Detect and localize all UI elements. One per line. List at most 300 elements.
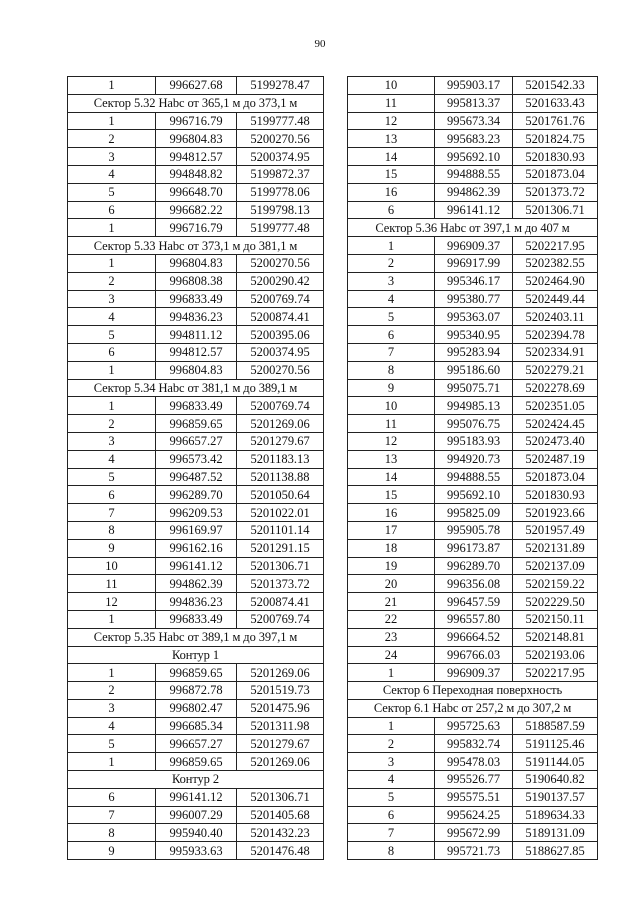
- point-number-cell: 2: [348, 735, 435, 753]
- x-coordinate-cell: 996007.29: [156, 806, 237, 824]
- x-coordinate-cell: 995692.10: [435, 486, 513, 504]
- y-coordinate-cell: 5202279.21: [513, 361, 598, 379]
- table-row: [68, 112, 324, 130]
- y-coordinate-cell: 5201873.04: [513, 165, 598, 183]
- table-row: [68, 272, 324, 290]
- y-coordinate-cell: 5202334.91: [513, 343, 598, 361]
- x-coordinate-cell: 995478.03: [435, 753, 513, 771]
- y-coordinate-cell: 5201761.76: [513, 112, 598, 130]
- table-row: [348, 450, 598, 468]
- y-coordinate-cell: 5200769.74: [237, 397, 324, 415]
- y-coordinate-cell: 5200290.42: [237, 272, 324, 290]
- point-number-cell: 4: [68, 165, 156, 183]
- y-coordinate-cell: 5202464.90: [513, 272, 598, 290]
- point-number-cell: 1: [68, 610, 156, 628]
- x-coordinate-cell: 996627.68: [156, 77, 237, 95]
- point-number-cell: 1: [348, 717, 435, 735]
- table-row: [348, 717, 598, 735]
- y-coordinate-cell: 5202424.45: [513, 415, 598, 433]
- table-row: [68, 468, 324, 486]
- y-coordinate-cell: 5188627.85: [513, 842, 598, 860]
- table-row: [348, 415, 598, 433]
- point-number-cell: 2: [68, 682, 156, 700]
- x-coordinate-cell: 996802.47: [156, 699, 237, 717]
- table-row: [68, 486, 324, 504]
- point-number-cell: 1: [68, 361, 156, 379]
- y-coordinate-cell: 5200270.56: [237, 361, 324, 379]
- point-number-cell: 5: [68, 183, 156, 201]
- x-coordinate-cell: 995672.99: [435, 824, 513, 842]
- x-coordinate-cell: 995725.63: [435, 717, 513, 735]
- x-coordinate-cell: 996808.38: [156, 272, 237, 290]
- point-number-cell: 5: [348, 788, 435, 806]
- y-coordinate-cell: 5201830.93: [513, 148, 598, 166]
- section-header: Контур 2: [68, 771, 324, 789]
- section-header: Сектор 5.36 Нabc от 397,1 м до 407 м: [348, 219, 598, 237]
- x-coordinate-cell: 994920.73: [435, 450, 513, 468]
- y-coordinate-cell: 5201291.15: [237, 539, 324, 557]
- y-coordinate-cell: 5188587.59: [513, 717, 598, 735]
- section-header: Сектор 5.33 Нabc от 373,1 м до 381,1 м: [68, 237, 324, 255]
- y-coordinate-cell: 5202351.05: [513, 397, 598, 415]
- table-row: [68, 450, 324, 468]
- point-number-cell: 7: [68, 806, 156, 824]
- y-coordinate-cell: 5202131.89: [513, 539, 598, 557]
- y-coordinate-cell: 5200270.56: [237, 130, 324, 148]
- y-coordinate-cell: 5189131.09: [513, 824, 598, 842]
- point-number-cell: 5: [68, 326, 156, 344]
- point-number-cell: 3: [348, 272, 435, 290]
- x-coordinate-cell: 995903.17: [435, 77, 513, 95]
- y-coordinate-cell: 5202148.81: [513, 628, 598, 646]
- y-coordinate-cell: 5200769.74: [237, 290, 324, 308]
- x-coordinate-cell: 994812.57: [156, 343, 237, 361]
- x-coordinate-cell: 995075.71: [435, 379, 513, 397]
- table-row: [68, 165, 324, 183]
- point-number-cell: 5: [68, 735, 156, 753]
- x-coordinate-cell: 995683.23: [435, 130, 513, 148]
- y-coordinate-cell: 5201269.06: [237, 415, 324, 433]
- point-number-cell: 2: [68, 415, 156, 433]
- x-coordinate-cell: 996716.79: [156, 112, 237, 130]
- point-number-cell: 11: [348, 415, 435, 433]
- point-number-cell: 4: [68, 717, 156, 735]
- y-coordinate-cell: 5201519.73: [237, 682, 324, 700]
- y-coordinate-cell: 5202394.78: [513, 326, 598, 344]
- x-coordinate-cell: 996859.65: [156, 753, 237, 771]
- table-row: [68, 842, 324, 860]
- table-row: [68, 753, 324, 771]
- table-row: [348, 771, 598, 789]
- table-row: [348, 842, 598, 860]
- point-number-cell: 6: [68, 486, 156, 504]
- x-coordinate-cell: 996657.27: [156, 432, 237, 450]
- section-header: Сектор 5.34 Нabc от 381,1 м до 389,1 м: [68, 379, 324, 397]
- x-coordinate-cell: 995283.94: [435, 343, 513, 361]
- y-coordinate-cell: 5201957.49: [513, 521, 598, 539]
- table-row: [68, 415, 324, 433]
- point-number-cell: 6: [68, 343, 156, 361]
- x-coordinate-cell: 996872.78: [156, 682, 237, 700]
- x-coordinate-cell: 996648.70: [156, 183, 237, 201]
- x-coordinate-cell: 995813.37: [435, 94, 513, 112]
- point-number-cell: 3: [68, 148, 156, 166]
- x-coordinate-cell: 996289.70: [156, 486, 237, 504]
- x-coordinate-cell: 996289.70: [435, 557, 513, 575]
- y-coordinate-cell: 5202217.95: [513, 664, 598, 682]
- x-coordinate-cell: 996209.53: [156, 504, 237, 522]
- x-coordinate-cell: 994862.39: [156, 575, 237, 593]
- y-coordinate-cell: 5201476.48: [237, 842, 324, 860]
- y-coordinate-cell: 5202229.50: [513, 593, 598, 611]
- point-number-cell: 16: [348, 183, 435, 201]
- coordinates-table-left: [67, 76, 324, 860]
- y-coordinate-cell: 5201306.71: [237, 557, 324, 575]
- y-coordinate-cell: 5200395.06: [237, 326, 324, 344]
- point-number-cell: 6: [348, 326, 435, 344]
- table-row: [68, 682, 324, 700]
- table-row: [68, 183, 324, 201]
- table-row: [348, 130, 598, 148]
- y-coordinate-cell: 5201633.43: [513, 94, 598, 112]
- x-coordinate-cell: 995624.25: [435, 806, 513, 824]
- point-number-cell: 10: [348, 77, 435, 95]
- x-coordinate-cell: 995933.63: [156, 842, 237, 860]
- table-row: [348, 575, 598, 593]
- table-row: [348, 521, 598, 539]
- x-coordinate-cell: 996804.83: [156, 361, 237, 379]
- y-coordinate-cell: 5200374.95: [237, 148, 324, 166]
- table-row: [68, 717, 324, 735]
- x-coordinate-cell: 995832.74: [435, 735, 513, 753]
- x-coordinate-cell: 996909.37: [435, 237, 513, 255]
- y-coordinate-cell: 5199777.48: [237, 219, 324, 237]
- section-header: Контур 1: [68, 646, 324, 664]
- y-coordinate-cell: 5202150.11: [513, 610, 598, 628]
- point-number-cell: 4: [68, 308, 156, 326]
- section-header-row: [68, 646, 324, 664]
- point-number-cell: 4: [68, 450, 156, 468]
- point-number-cell: 3: [68, 432, 156, 450]
- table-row: [348, 94, 598, 112]
- x-coordinate-cell: 996917.99: [435, 254, 513, 272]
- table-row: [348, 539, 598, 557]
- point-number-cell: 6: [348, 806, 435, 824]
- point-number-cell: 2: [68, 272, 156, 290]
- y-coordinate-cell: 5201269.06: [237, 753, 324, 771]
- y-coordinate-cell: 5200270.56: [237, 254, 324, 272]
- x-coordinate-cell: 996141.12: [156, 557, 237, 575]
- table-row: [68, 806, 324, 824]
- x-coordinate-cell: 996909.37: [435, 664, 513, 682]
- x-coordinate-cell: 994811.12: [156, 326, 237, 344]
- point-number-cell: 7: [348, 824, 435, 842]
- point-number-cell: 2: [348, 254, 435, 272]
- y-coordinate-cell: 5191144.05: [513, 753, 598, 771]
- table-row: [68, 77, 324, 95]
- y-coordinate-cell: 5199798.13: [237, 201, 324, 219]
- x-coordinate-cell: 996141.12: [156, 788, 237, 806]
- section-header: Сектор 5.35 Нabc от 389,1 м до 397,1 м: [68, 628, 324, 646]
- y-coordinate-cell: 5202193.06: [513, 646, 598, 664]
- point-number-cell: 17: [348, 521, 435, 539]
- y-coordinate-cell: 5201050.64: [237, 486, 324, 504]
- point-number-cell: 6: [348, 201, 435, 219]
- x-coordinate-cell: 994888.55: [435, 468, 513, 486]
- x-coordinate-cell: 996173.87: [435, 539, 513, 557]
- point-number-cell: 6: [68, 788, 156, 806]
- page-number: 90: [314, 38, 326, 50]
- x-coordinate-cell: 995363.07: [435, 308, 513, 326]
- x-coordinate-cell: 995940.40: [156, 824, 237, 842]
- y-coordinate-cell: 5202449.44: [513, 290, 598, 308]
- table-row: [348, 201, 598, 219]
- x-coordinate-cell: 996766.03: [435, 646, 513, 664]
- point-number-cell: 23: [348, 628, 435, 646]
- point-number-cell: 3: [348, 753, 435, 771]
- x-coordinate-cell: 996657.27: [156, 735, 237, 753]
- y-coordinate-cell: 5201138.88: [237, 468, 324, 486]
- section-header-row: [68, 94, 324, 112]
- y-coordinate-cell: 5199872.37: [237, 165, 324, 183]
- table-row: [68, 788, 324, 806]
- table-row: [68, 432, 324, 450]
- section-header: Сектор 6 Переходная поверхность: [348, 682, 598, 700]
- point-number-cell: 8: [348, 361, 435, 379]
- x-coordinate-cell: 996859.65: [156, 415, 237, 433]
- y-coordinate-cell: 5201279.67: [237, 735, 324, 753]
- section-header: Сектор 6.1 Нabc от 257,2 м до 307,2 м: [348, 699, 598, 717]
- table-row: [348, 753, 598, 771]
- table-row: [68, 610, 324, 628]
- table-row: [348, 486, 598, 504]
- point-number-cell: 15: [348, 486, 435, 504]
- table-row: [348, 628, 598, 646]
- table-row: [68, 699, 324, 717]
- point-number-cell: 24: [348, 646, 435, 664]
- y-coordinate-cell: 5191125.46: [513, 735, 598, 753]
- x-coordinate-cell: 994888.55: [435, 165, 513, 183]
- x-coordinate-cell: 995825.09: [435, 504, 513, 522]
- table-row: [348, 290, 598, 308]
- point-number-cell: 9: [348, 379, 435, 397]
- table-row: [68, 361, 324, 379]
- table-row: [348, 646, 598, 664]
- x-coordinate-cell: 996804.83: [156, 254, 237, 272]
- y-coordinate-cell: 5201373.72: [237, 575, 324, 593]
- x-coordinate-cell: 996859.65: [156, 664, 237, 682]
- y-coordinate-cell: 5202382.55: [513, 254, 598, 272]
- table-row: [68, 575, 324, 593]
- table-row: [68, 326, 324, 344]
- x-coordinate-cell: 994836.23: [156, 593, 237, 611]
- y-coordinate-cell: 5202137.09: [513, 557, 598, 575]
- table-row: [68, 521, 324, 539]
- table-row: [348, 664, 598, 682]
- y-coordinate-cell: 5200874.41: [237, 593, 324, 611]
- y-coordinate-cell: 5199778.06: [237, 183, 324, 201]
- y-coordinate-cell: 5201306.71: [513, 201, 598, 219]
- section-header-row: [68, 771, 324, 789]
- table-row: [348, 593, 598, 611]
- y-coordinate-cell: 5200374.95: [237, 343, 324, 361]
- y-coordinate-cell: 5201824.75: [513, 130, 598, 148]
- point-number-cell: 1: [68, 219, 156, 237]
- y-coordinate-cell: 5199278.47: [237, 77, 324, 95]
- table-row: [68, 557, 324, 575]
- x-coordinate-cell: 996833.49: [156, 290, 237, 308]
- y-coordinate-cell: 5201373.72: [513, 183, 598, 201]
- coordinates-table-right: [347, 76, 598, 860]
- point-number-cell: 8: [348, 842, 435, 860]
- section-header-row: [68, 379, 324, 397]
- table-row: [348, 788, 598, 806]
- point-number-cell: 14: [348, 468, 435, 486]
- y-coordinate-cell: 5201542.33: [513, 77, 598, 95]
- point-number-cell: 10: [348, 397, 435, 415]
- table-row: [348, 254, 598, 272]
- table-row: [68, 504, 324, 522]
- table-row: [68, 593, 324, 611]
- point-number-cell: 12: [68, 593, 156, 611]
- x-coordinate-cell: 994836.23: [156, 308, 237, 326]
- y-coordinate-cell: 5202403.11: [513, 308, 598, 326]
- y-coordinate-cell: 5201306.71: [237, 788, 324, 806]
- x-coordinate-cell: 995186.60: [435, 361, 513, 379]
- x-coordinate-cell: 996457.59: [435, 593, 513, 611]
- point-number-cell: 1: [68, 664, 156, 682]
- table-row: [68, 539, 324, 557]
- point-number-cell: 15: [348, 165, 435, 183]
- table-row: [68, 201, 324, 219]
- point-number-cell: 8: [68, 824, 156, 842]
- point-number-cell: 1: [68, 397, 156, 415]
- point-number-cell: 3: [68, 699, 156, 717]
- section-header-row: [68, 628, 324, 646]
- point-number-cell: 22: [348, 610, 435, 628]
- section-header-row: [348, 699, 598, 717]
- point-number-cell: 13: [348, 450, 435, 468]
- x-coordinate-cell: 995692.10: [435, 148, 513, 166]
- x-coordinate-cell: 996664.52: [435, 628, 513, 646]
- x-coordinate-cell: 995673.34: [435, 112, 513, 130]
- x-coordinate-cell: 995721.73: [435, 842, 513, 860]
- x-coordinate-cell: 994862.39: [435, 183, 513, 201]
- y-coordinate-cell: 5201101.14: [237, 521, 324, 539]
- y-coordinate-cell: 5199777.48: [237, 112, 324, 130]
- point-number-cell: 5: [348, 308, 435, 326]
- point-number-cell: 20: [348, 575, 435, 593]
- table-row: [348, 557, 598, 575]
- point-number-cell: 2: [68, 130, 156, 148]
- y-coordinate-cell: 5201183.13: [237, 450, 324, 468]
- table-row: [348, 165, 598, 183]
- y-coordinate-cell: 5190137.57: [513, 788, 598, 806]
- table-row: [348, 183, 598, 201]
- y-coordinate-cell: 5201269.06: [237, 664, 324, 682]
- point-number-cell: 11: [68, 575, 156, 593]
- x-coordinate-cell: 996716.79: [156, 219, 237, 237]
- point-number-cell: 1: [68, 77, 156, 95]
- point-number-cell: 18: [348, 539, 435, 557]
- point-number-cell: 1: [68, 753, 156, 771]
- point-number-cell: 14: [348, 148, 435, 166]
- x-coordinate-cell: 995526.77: [435, 771, 513, 789]
- section-header-row: [348, 219, 598, 237]
- point-number-cell: 19: [348, 557, 435, 575]
- x-coordinate-cell: 995340.95: [435, 326, 513, 344]
- point-number-cell: 13: [348, 130, 435, 148]
- x-coordinate-cell: 994848.82: [156, 165, 237, 183]
- y-coordinate-cell: 5202487.19: [513, 450, 598, 468]
- table-row: [68, 308, 324, 326]
- x-coordinate-cell: 995575.51: [435, 788, 513, 806]
- x-coordinate-cell: 996804.83: [156, 130, 237, 148]
- y-coordinate-cell: 5201873.04: [513, 468, 598, 486]
- table-row: [348, 735, 598, 753]
- table-row: [68, 397, 324, 415]
- table-row: [348, 112, 598, 130]
- y-coordinate-cell: 5201022.01: [237, 504, 324, 522]
- table-row: [68, 130, 324, 148]
- y-coordinate-cell: 5202217.95: [513, 237, 598, 255]
- y-coordinate-cell: 5201923.66: [513, 504, 598, 522]
- table-row: [348, 824, 598, 842]
- point-number-cell: 1: [68, 254, 156, 272]
- table-row: [68, 148, 324, 166]
- x-coordinate-cell: 996141.12: [435, 201, 513, 219]
- table-row: [348, 148, 598, 166]
- point-number-cell: 9: [68, 539, 156, 557]
- table-row: [348, 361, 598, 379]
- point-number-cell: 11: [348, 94, 435, 112]
- table-row: [68, 290, 324, 308]
- table-row: [68, 343, 324, 361]
- table-row: [68, 735, 324, 753]
- point-number-cell: 3: [68, 290, 156, 308]
- point-number-cell: 12: [348, 112, 435, 130]
- x-coordinate-cell: 996833.49: [156, 397, 237, 415]
- point-number-cell: 12: [348, 432, 435, 450]
- y-coordinate-cell: 5201432.23: [237, 824, 324, 842]
- y-coordinate-cell: 5189634.33: [513, 806, 598, 824]
- table-row: [348, 468, 598, 486]
- y-coordinate-cell: 5200874.41: [237, 308, 324, 326]
- y-coordinate-cell: 5201830.93: [513, 486, 598, 504]
- table-row: [348, 77, 598, 95]
- point-number-cell: 7: [348, 343, 435, 361]
- y-coordinate-cell: 5201405.68: [237, 806, 324, 824]
- x-coordinate-cell: 996573.42: [156, 450, 237, 468]
- point-number-cell: 9: [68, 842, 156, 860]
- table-row: [348, 504, 598, 522]
- y-coordinate-cell: 5202473.40: [513, 432, 598, 450]
- table-row: [68, 219, 324, 237]
- point-number-cell: 6: [68, 201, 156, 219]
- x-coordinate-cell: 994985.13: [435, 397, 513, 415]
- point-number-cell: 8: [68, 521, 156, 539]
- table-row: [348, 237, 598, 255]
- point-number-cell: 4: [348, 290, 435, 308]
- section-header-row: [68, 237, 324, 255]
- x-coordinate-cell: 995346.17: [435, 272, 513, 290]
- x-coordinate-cell: 996682.22: [156, 201, 237, 219]
- table-row: [348, 379, 598, 397]
- table-row: [348, 397, 598, 415]
- point-number-cell: 7: [68, 504, 156, 522]
- x-coordinate-cell: 995076.75: [435, 415, 513, 433]
- x-coordinate-cell: 994812.57: [156, 148, 237, 166]
